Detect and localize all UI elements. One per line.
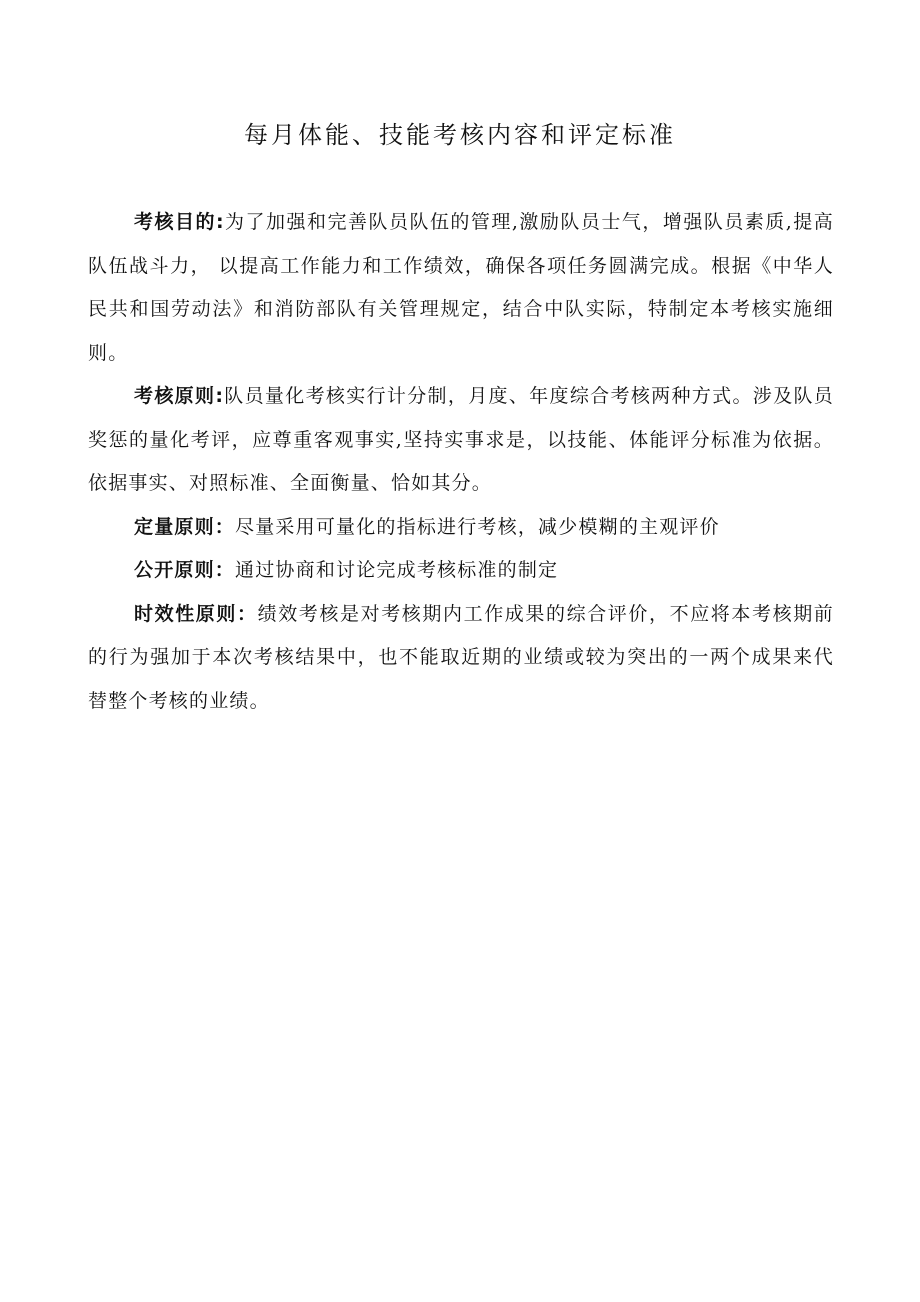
- document-title: 每月体能、技能考核内容和评定标准: [244, 121, 676, 149]
- section-label: 考核目的:: [134, 211, 225, 233]
- section-text: 队员量化考核实行计分制，月度、年度综合考核两种方式。涉及队员奖惩的量化考评，应尊重客观事实,坚持实事求是，以技能、体能评分标准为依据。依据事实、对照标准、全面衡量、恰如其分。: [88, 385, 834, 494]
- section-label: 公开原则：: [134, 559, 236, 581]
- section-text: 绩效考核是对考核期内工作成果的综合评价，不应将本考核期前的行为强加于本次考核结果中，也不能取近期的业绩或较为突出的一两个成果来代替整个考核的业绩。: [88, 602, 835, 712]
- section-text: 通过协商和讨论完成考核标准的制定: [235, 559, 559, 581]
- section-label: 考核原则:: [134, 385, 225, 407]
- section-openness: [88, 549, 834, 593]
- section-purpose: [88, 201, 834, 375]
- section-label: 定量原则：: [134, 515, 236, 538]
- section-text: 尽量采用可量化的指标进行考核，减少模糊的主观评价: [235, 515, 720, 538]
- section-principle: [88, 375, 834, 506]
- section-timeliness: [88, 593, 834, 724]
- section-text: 为了加强和完善队员队伍的管理,激励队员士气，增强队员素质,提高队伍战斗力， 以提高工作能力和工作绩效，确保各项任务圆满完成。根据《中华人民共和国劳动法》和消防部队有关管理规定，结合中队实际，特制定本考核实施细则。: [88, 211, 835, 364]
- section-label: 时效性原则：: [134, 602, 258, 625]
- document-body: [88, 201, 834, 723]
- section-quantitative: [88, 506, 834, 550]
